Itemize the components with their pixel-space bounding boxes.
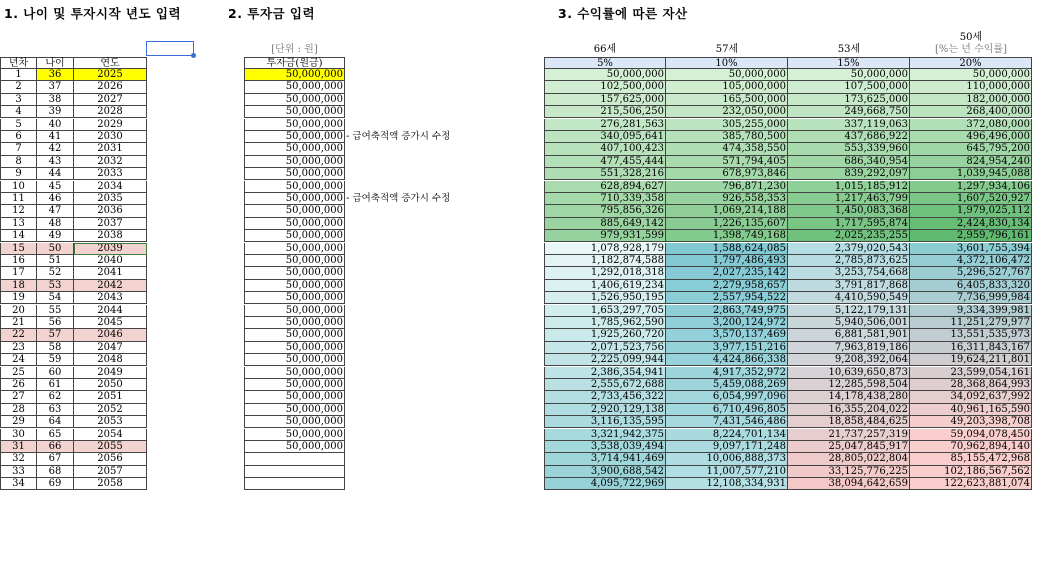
asset-value-cell[interactable]: 2,279,958,657 bbox=[666, 280, 788, 292]
row-year-index[interactable]: 14 bbox=[0, 230, 37, 242]
asset-value-cell[interactable]: 1,785,962,590 bbox=[544, 317, 666, 329]
row-year-index[interactable]: 34 bbox=[0, 478, 37, 490]
row-age[interactable]: 55 bbox=[37, 305, 74, 317]
row-year-index[interactable]: 12 bbox=[0, 205, 37, 217]
fill-handle[interactable] bbox=[191, 53, 196, 58]
active-cell-selection[interactable] bbox=[146, 41, 194, 56]
asset-value-cell[interactable]: 385,780,500 bbox=[666, 131, 788, 143]
asset-value-cell[interactable]: 11,007,577,210 bbox=[666, 466, 788, 478]
asset-value-cell[interactable]: 3,570,137,469 bbox=[666, 329, 788, 341]
asset-value-cell[interactable]: 839,292,097 bbox=[788, 168, 910, 180]
asset-value-cell[interactable]: 16,311,843,167 bbox=[910, 342, 1032, 354]
asset-value-cell[interactable]: 340,095,641 bbox=[544, 131, 666, 143]
row-age[interactable]: 41 bbox=[37, 131, 74, 143]
row-age[interactable]: 57 bbox=[37, 329, 74, 341]
row-investment[interactable]: 50,000,000 bbox=[244, 342, 345, 354]
row-investment[interactable] bbox=[244, 453, 345, 465]
row-year-index[interactable]: 2 bbox=[0, 81, 37, 93]
row-investment[interactable]: 50,000,000 bbox=[244, 292, 345, 304]
row-year[interactable]: 2036 bbox=[74, 205, 147, 217]
row-year-index[interactable]: 22 bbox=[0, 329, 37, 341]
asset-value-cell[interactable]: 28,368,864,993 bbox=[910, 379, 1032, 391]
row-year[interactable]: 2054 bbox=[74, 429, 147, 441]
row-year-index[interactable]: 10 bbox=[0, 181, 37, 193]
target-age-label: 66세 bbox=[593, 44, 617, 55]
row-investment[interactable]: 50,000,000 bbox=[244, 305, 345, 317]
asset-value-cell[interactable]: 5,296,527,767 bbox=[910, 267, 1032, 279]
adjust-note: - 급여축적액 증가시 수정 bbox=[346, 130, 451, 142]
row-year[interactable]: 2057 bbox=[74, 466, 147, 478]
row-investment[interactable]: 50,000,000 bbox=[244, 429, 345, 441]
asset-value-cell[interactable]: 2,027,235,142 bbox=[666, 267, 788, 279]
row-age[interactable]: 68 bbox=[37, 466, 74, 478]
row-year[interactable]: 2041 bbox=[74, 267, 147, 279]
asset-value-cell[interactable]: 85,155,472,968 bbox=[910, 453, 1032, 465]
row-age[interactable]: 60 bbox=[37, 367, 74, 379]
asset-value-cell[interactable]: 5,122,179,131 bbox=[788, 305, 910, 317]
asset-value-cell[interactable]: 5,459,088,269 bbox=[666, 379, 788, 391]
row-year[interactable]: 2044 bbox=[74, 305, 147, 317]
row-investment[interactable]: 50,000,000 bbox=[244, 404, 345, 416]
asset-value-cell[interactable]: 1,297,934,106 bbox=[910, 181, 1032, 193]
row-investment[interactable]: 50,000,000 bbox=[244, 106, 345, 118]
asset-value-cell[interactable]: 1,653,297,705 bbox=[544, 305, 666, 317]
row-age[interactable]: 50 bbox=[37, 243, 74, 255]
row-year-index[interactable]: 25 bbox=[0, 367, 37, 379]
row-investment[interactable]: 50,000,000 bbox=[244, 441, 345, 453]
asset-value-cell[interactable]: 2,785,873,625 bbox=[788, 255, 910, 267]
asset-value-cell[interactable]: 2,557,954,522 bbox=[666, 292, 788, 304]
asset-value-cell[interactable]: 50,000,000 bbox=[910, 69, 1032, 81]
asset-value-cell[interactable]: 824,954,240 bbox=[910, 156, 1032, 168]
row-age[interactable]: 43 bbox=[37, 156, 74, 168]
row-investment[interactable]: 50,000,000 bbox=[244, 168, 345, 180]
row-year-index[interactable]: 6 bbox=[0, 131, 37, 143]
asset-value-cell[interactable]: 14,178,438,280 bbox=[788, 391, 910, 403]
asset-value-cell[interactable]: 1,717,595,874 bbox=[788, 218, 910, 230]
asset-value-cell[interactable]: 6,710,496,805 bbox=[666, 404, 788, 416]
asset-value-cell[interactable]: 3,601,755,394 bbox=[910, 243, 1032, 255]
asset-value-cell[interactable]: 12,285,598,504 bbox=[788, 379, 910, 391]
row-investment[interactable]: 50,000,000 bbox=[244, 255, 345, 267]
row-age[interactable]: 64 bbox=[37, 416, 74, 428]
asset-value-cell[interactable]: 23,599,054,161 bbox=[910, 367, 1032, 379]
row-year[interactable]: 2053 bbox=[74, 416, 147, 428]
row-investment[interactable] bbox=[244, 466, 345, 478]
row-investment[interactable]: 50,000,000 bbox=[244, 69, 345, 81]
row-investment[interactable]: 50,000,000 bbox=[244, 156, 345, 168]
row-age[interactable]: 67 bbox=[37, 453, 74, 465]
asset-value-cell[interactable]: 979,931,599 bbox=[544, 230, 666, 242]
asset-value-cell[interactable]: 59,094,078,450 bbox=[910, 429, 1032, 441]
asset-value-cell[interactable]: 1,607,520,927 bbox=[910, 193, 1032, 205]
asset-value-cell[interactable]: 3,253,754,668 bbox=[788, 267, 910, 279]
asset-value-cell[interactable]: 12,108,334,931 bbox=[666, 478, 788, 490]
asset-value-cell[interactable]: 2,920,129,138 bbox=[544, 404, 666, 416]
asset-value-cell[interactable]: 11,251,279,977 bbox=[910, 317, 1032, 329]
asset-value-cell[interactable]: 38,094,642,659 bbox=[788, 478, 910, 490]
row-year[interactable]: 2034 bbox=[74, 181, 147, 193]
asset-value-cell[interactable]: 13,551,535,973 bbox=[910, 329, 1032, 341]
asset-value-cell[interactable]: 2,025,235,255 bbox=[788, 230, 910, 242]
asset-value-cell[interactable]: 9,097,171,248 bbox=[666, 441, 788, 453]
asset-value-cell[interactable]: 2,071,523,756 bbox=[544, 342, 666, 354]
asset-value-cell[interactable]: 215,506,250 bbox=[544, 106, 666, 118]
row-year[interactable]: 2030 bbox=[74, 131, 147, 143]
asset-value-cell[interactable]: 926,558,353 bbox=[666, 193, 788, 205]
header-rate[interactable]: 20% bbox=[910, 57, 1032, 69]
asset-value-cell[interactable]: 1,182,874,588 bbox=[544, 255, 666, 267]
asset-value-cell[interactable]: 34,092,637,992 bbox=[910, 391, 1032, 403]
row-age[interactable]: 46 bbox=[37, 193, 74, 205]
row-age[interactable]: 52 bbox=[37, 267, 74, 279]
asset-value-cell[interactable]: 110,000,000 bbox=[910, 81, 1032, 93]
row-age[interactable]: 56 bbox=[37, 317, 74, 329]
header-age[interactable]: 나이 bbox=[37, 57, 74, 69]
asset-value-cell[interactable]: 8,224,701,134 bbox=[666, 429, 788, 441]
row-year-index[interactable]: 11 bbox=[0, 193, 37, 205]
asset-value-cell[interactable]: 7,431,546,486 bbox=[666, 416, 788, 428]
asset-value-cell[interactable]: 9,208,392,064 bbox=[788, 354, 910, 366]
asset-value-cell[interactable]: 1,979,025,112 bbox=[910, 205, 1032, 217]
asset-value-cell[interactable]: 1,069,214,188 bbox=[666, 205, 788, 217]
target-age-label: 57세 bbox=[715, 44, 739, 55]
asset-value-cell[interactable]: 3,200,124,972 bbox=[666, 317, 788, 329]
row-investment[interactable]: 50,000,000 bbox=[244, 379, 345, 391]
row-investment[interactable]: 50,000,000 bbox=[244, 205, 345, 217]
header-rate[interactable]: 15% bbox=[788, 57, 910, 69]
row-year-index[interactable]: 32 bbox=[0, 453, 37, 465]
asset-value-cell[interactable]: 4,424,866,338 bbox=[666, 354, 788, 366]
row-year-index[interactable]: 28 bbox=[0, 404, 37, 416]
asset-value-cell[interactable]: 407,100,423 bbox=[544, 143, 666, 155]
asset-value-cell[interactable]: 2,379,020,543 bbox=[788, 243, 910, 255]
asset-value-cell[interactable]: 4,410,590,549 bbox=[788, 292, 910, 304]
row-year[interactable]: 2043 bbox=[74, 292, 147, 304]
row-year[interactable]: 2032 bbox=[74, 156, 147, 168]
row-year[interactable]: 2042 bbox=[74, 280, 147, 292]
asset-value-cell[interactable]: 885,649,142 bbox=[544, 218, 666, 230]
asset-value-cell[interactable]: 165,500,000 bbox=[666, 94, 788, 106]
row-investment[interactable]: 50,000,000 bbox=[244, 230, 345, 242]
asset-value-cell[interactable]: 795,856,326 bbox=[544, 205, 666, 217]
row-age[interactable]: 38 bbox=[37, 94, 74, 106]
asset-value-cell[interactable]: 10,639,650,873 bbox=[788, 367, 910, 379]
asset-value-cell[interactable]: 1,015,185,912 bbox=[788, 181, 910, 193]
row-investment[interactable]: 50,000,000 bbox=[244, 119, 345, 131]
row-year-index[interactable]: 21 bbox=[0, 317, 37, 329]
row-age[interactable]: 36 bbox=[37, 69, 74, 81]
row-year[interactable]: 2052 bbox=[74, 404, 147, 416]
asset-value-cell[interactable]: 1,797,486,493 bbox=[666, 255, 788, 267]
header-investment[interactable]: 투자금(원금) bbox=[244, 57, 345, 69]
section-title-age-year: 1. 나이 및 투자시작 년도 입력 bbox=[4, 6, 182, 21]
asset-value-cell[interactable]: 1,450,083,368 bbox=[788, 205, 910, 217]
row-year[interactable]: 2049 bbox=[74, 367, 147, 379]
row-investment[interactable]: 50,000,000 bbox=[244, 181, 345, 193]
row-year[interactable]: 2029 bbox=[74, 119, 147, 131]
asset-value-cell[interactable]: 5,940,506,001 bbox=[788, 317, 910, 329]
asset-value-cell[interactable]: 1,588,624,085 bbox=[666, 243, 788, 255]
row-year-index[interactable]: 23 bbox=[0, 342, 37, 354]
row-year-index[interactable]: 26 bbox=[0, 379, 37, 391]
asset-value-cell[interactable]: 686,340,954 bbox=[788, 156, 910, 168]
row-year[interactable]: 2040 bbox=[74, 255, 147, 267]
row-age[interactable]: 40 bbox=[37, 119, 74, 131]
asset-value-cell[interactable]: 3,116,135,595 bbox=[544, 416, 666, 428]
asset-value-cell[interactable]: 372,080,000 bbox=[910, 119, 1032, 131]
asset-value-cell[interactable]: 40,961,165,590 bbox=[910, 404, 1032, 416]
header-rate[interactable]: 10% bbox=[666, 57, 788, 69]
asset-value-cell[interactable]: 496,496,000 bbox=[910, 131, 1032, 143]
row-year[interactable]: 2051 bbox=[74, 391, 147, 403]
asset-value-cell[interactable]: 107,500,000 bbox=[788, 81, 910, 93]
row-investment[interactable]: 50,000,000 bbox=[244, 81, 345, 93]
asset-value-cell[interactable]: 337,119,063 bbox=[788, 119, 910, 131]
asset-value-cell[interactable]: 1,398,749,168 bbox=[666, 230, 788, 242]
asset-value-cell[interactable]: 50,000,000 bbox=[544, 69, 666, 81]
row-year-index[interactable]: 3 bbox=[0, 94, 37, 106]
row-investment[interactable]: 50,000,000 bbox=[244, 354, 345, 366]
asset-value-cell[interactable]: 2,733,456,322 bbox=[544, 391, 666, 403]
asset-value-cell[interactable]: 122,623,881,074 bbox=[910, 478, 1032, 490]
asset-value-cell[interactable]: 678,973,846 bbox=[666, 168, 788, 180]
row-year-index[interactable]: 7 bbox=[0, 143, 37, 155]
asset-value-cell[interactable]: 33,125,776,225 bbox=[788, 466, 910, 478]
row-year-index[interactable]: 16 bbox=[0, 255, 37, 267]
row-investment[interactable]: 50,000,000 bbox=[244, 143, 345, 155]
row-year[interactable]: 2058 bbox=[74, 478, 147, 490]
asset-value-cell[interactable]: 49,203,398,708 bbox=[910, 416, 1032, 428]
asset-value-cell[interactable]: 70,962,894,140 bbox=[910, 441, 1032, 453]
asset-value-cell[interactable]: 4,372,106,472 bbox=[910, 255, 1032, 267]
header-years[interactable]: 년차 bbox=[0, 57, 37, 69]
asset-value-cell[interactable]: 173,625,000 bbox=[788, 94, 910, 106]
row-investment[interactable]: 50,000,000 bbox=[244, 94, 345, 106]
row-year-index[interactable]: 15 bbox=[0, 243, 37, 255]
asset-value-cell[interactable]: 2,225,099,944 bbox=[544, 354, 666, 366]
row-year-index[interactable]: 33 bbox=[0, 466, 37, 478]
row-investment[interactable]: 50,000,000 bbox=[244, 391, 345, 403]
asset-value-cell[interactable]: 50,000,000 bbox=[788, 69, 910, 81]
asset-value-cell[interactable]: 710,339,358 bbox=[544, 193, 666, 205]
asset-value-cell[interactable]: 2,863,749,975 bbox=[666, 305, 788, 317]
row-age[interactable]: 49 bbox=[37, 230, 74, 242]
header-year[interactable]: 연도 bbox=[74, 57, 147, 69]
rate-note-label: [%는 년 수익률] bbox=[935, 44, 1007, 55]
row-investment[interactable]: 50,000,000 bbox=[244, 416, 345, 428]
asset-value-cell[interactable]: 276,281,563 bbox=[544, 119, 666, 131]
asset-value-cell[interactable]: 1,078,928,179 bbox=[544, 243, 666, 255]
row-year[interactable]: 2050 bbox=[74, 379, 147, 391]
target-age-label: 50세 bbox=[959, 32, 983, 43]
row-year[interactable]: 2055 bbox=[74, 441, 147, 453]
row-investment[interactable]: 50,000,000 bbox=[244, 317, 345, 329]
asset-value-cell[interactable]: 25,047,845,917 bbox=[788, 441, 910, 453]
row-year-index[interactable]: 5 bbox=[0, 119, 37, 131]
row-year[interactable]: 2038 bbox=[74, 230, 147, 242]
asset-value-cell[interactable]: 1,217,463,799 bbox=[788, 193, 910, 205]
asset-value-cell[interactable]: 551,328,216 bbox=[544, 168, 666, 180]
asset-value-cell[interactable]: 21,737,257,319 bbox=[788, 429, 910, 441]
asset-value-cell[interactable]: 571,794,405 bbox=[666, 156, 788, 168]
row-year-index[interactable]: 13 bbox=[0, 218, 37, 230]
asset-value-cell[interactable]: 1,925,260,720 bbox=[544, 329, 666, 341]
row-age[interactable]: 53 bbox=[37, 280, 74, 292]
row-age[interactable]: 39 bbox=[37, 106, 74, 118]
row-year[interactable]: 2039 bbox=[74, 243, 147, 255]
row-year[interactable]: 2033 bbox=[74, 168, 147, 180]
row-age[interactable]: 59 bbox=[37, 354, 74, 366]
asset-value-cell[interactable]: 7,736,999,984 bbox=[910, 292, 1032, 304]
asset-value-cell[interactable]: 102,186,567,562 bbox=[910, 466, 1032, 478]
unit-label: [단위 : 원] bbox=[271, 44, 318, 55]
asset-value-cell[interactable]: 1,406,619,234 bbox=[544, 280, 666, 292]
asset-value-cell[interactable]: 3,321,942,375 bbox=[544, 429, 666, 441]
asset-value-cell[interactable]: 6,054,997,096 bbox=[666, 391, 788, 403]
section-title-investment: 2. 투자금 입력 bbox=[228, 6, 316, 21]
row-age[interactable]: 54 bbox=[37, 292, 74, 304]
row-age[interactable]: 42 bbox=[37, 143, 74, 155]
asset-value-cell[interactable]: 3,977,151,216 bbox=[666, 342, 788, 354]
asset-value-cell[interactable]: 305,255,000 bbox=[666, 119, 788, 131]
row-year[interactable]: 2056 bbox=[74, 453, 147, 465]
asset-value-cell[interactable]: 102,500,000 bbox=[544, 81, 666, 93]
row-investment[interactable]: 50,000,000 bbox=[244, 218, 345, 230]
header-rate[interactable]: 5% bbox=[544, 57, 666, 69]
row-year-index[interactable]: 27 bbox=[0, 391, 37, 403]
row-year-index[interactable]: 17 bbox=[0, 267, 37, 279]
asset-value-cell[interactable]: 268,400,000 bbox=[910, 106, 1032, 118]
row-year-index[interactable]: 18 bbox=[0, 280, 37, 292]
asset-value-cell[interactable]: 645,795,200 bbox=[910, 143, 1032, 155]
row-age[interactable]: 47 bbox=[37, 205, 74, 217]
row-age[interactable]: 66 bbox=[37, 441, 74, 453]
asset-value-cell[interactable]: 50,000,000 bbox=[666, 69, 788, 81]
row-year-index[interactable]: 31 bbox=[0, 441, 37, 453]
row-age[interactable]: 48 bbox=[37, 218, 74, 230]
row-year[interactable]: 2026 bbox=[74, 81, 147, 93]
asset-value-cell[interactable]: 19,624,211,801 bbox=[910, 354, 1032, 366]
row-age[interactable]: 63 bbox=[37, 404, 74, 416]
asset-value-cell[interactable]: 18,858,484,625 bbox=[788, 416, 910, 428]
asset-value-cell[interactable]: 474,358,550 bbox=[666, 143, 788, 155]
row-year[interactable]: 2045 bbox=[74, 317, 147, 329]
row-investment[interactable]: 50,000,000 bbox=[244, 193, 345, 205]
asset-value-cell[interactable]: 2,386,354,941 bbox=[544, 367, 666, 379]
row-year[interactable]: 2037 bbox=[74, 218, 147, 230]
asset-value-cell[interactable]: 7,963,819,186 bbox=[788, 342, 910, 354]
row-year[interactable]: 2031 bbox=[74, 143, 147, 155]
row-age[interactable]: 65 bbox=[37, 429, 74, 441]
asset-value-cell[interactable]: 232,050,000 bbox=[666, 106, 788, 118]
row-year[interactable]: 2046 bbox=[74, 329, 147, 341]
asset-value-cell[interactable]: 28,805,022,804 bbox=[788, 453, 910, 465]
row-age[interactable]: 69 bbox=[37, 478, 74, 490]
row-year-index[interactable]: 4 bbox=[0, 106, 37, 118]
row-year[interactable]: 2025 bbox=[74, 69, 147, 81]
row-year-index[interactable]: 8 bbox=[0, 156, 37, 168]
section-title-assets: 3. 수익률에 따른 자산 bbox=[558, 6, 688, 21]
row-year[interactable]: 2027 bbox=[74, 94, 147, 106]
row-age[interactable]: 37 bbox=[37, 81, 74, 93]
asset-value-cell[interactable]: 628,894,627 bbox=[544, 181, 666, 193]
row-year[interactable]: 2028 bbox=[74, 106, 147, 118]
row-investment[interactable]: 50,000,000 bbox=[244, 243, 345, 255]
row-investment[interactable]: 50,000,000 bbox=[244, 131, 345, 143]
asset-value-cell[interactable]: 10,006,888,373 bbox=[666, 453, 788, 465]
row-age[interactable]: 61 bbox=[37, 379, 74, 391]
row-year[interactable]: 2048 bbox=[74, 354, 147, 366]
asset-value-cell[interactable]: 6,405,833,320 bbox=[910, 280, 1032, 292]
row-year-index[interactable]: 20 bbox=[0, 305, 37, 317]
asset-value-cell[interactable]: 3,714,941,469 bbox=[544, 453, 666, 465]
row-year-index[interactable]: 19 bbox=[0, 292, 37, 304]
asset-value-cell[interactable]: 1,292,018,318 bbox=[544, 267, 666, 279]
asset-value-cell[interactable]: 2,424,830,134 bbox=[910, 218, 1032, 230]
asset-value-cell[interactable]: 4,917,352,972 bbox=[666, 367, 788, 379]
asset-value-cell[interactable]: 9,334,399,981 bbox=[910, 305, 1032, 317]
asset-value-cell[interactable]: 3,538,039,494 bbox=[544, 441, 666, 453]
row-age[interactable]: 44 bbox=[37, 168, 74, 180]
row-age[interactable]: 62 bbox=[37, 391, 74, 403]
asset-value-cell[interactable]: 2,959,796,161 bbox=[910, 230, 1032, 242]
row-year[interactable]: 2047 bbox=[74, 342, 147, 354]
asset-value-cell[interactable]: 6,881,581,901 bbox=[788, 329, 910, 341]
row-year[interactable]: 2035 bbox=[74, 193, 147, 205]
row-year-index[interactable]: 30 bbox=[0, 429, 37, 441]
asset-value-cell[interactable]: 477,455,444 bbox=[544, 156, 666, 168]
asset-value-cell[interactable]: 105,000,000 bbox=[666, 81, 788, 93]
asset-value-cell[interactable]: 3,900,688,542 bbox=[544, 466, 666, 478]
row-age[interactable]: 51 bbox=[37, 255, 74, 267]
row-investment[interactable]: 50,000,000 bbox=[244, 280, 345, 292]
asset-value-cell[interactable]: 3,791,817,868 bbox=[788, 280, 910, 292]
asset-value-cell[interactable]: 437,686,922 bbox=[788, 131, 910, 143]
asset-value-cell[interactable]: 249,668,750 bbox=[788, 106, 910, 118]
row-investment[interactable]: 50,000,000 bbox=[244, 329, 345, 341]
row-year-index[interactable]: 29 bbox=[0, 416, 37, 428]
row-investment[interactable]: 50,000,000 bbox=[244, 367, 345, 379]
row-age[interactable]: 58 bbox=[37, 342, 74, 354]
row-year-index[interactable]: 24 bbox=[0, 354, 37, 366]
target-age-label: 53세 bbox=[837, 44, 861, 55]
row-year-index[interactable]: 9 bbox=[0, 168, 37, 180]
row-age[interactable]: 45 bbox=[37, 181, 74, 193]
asset-value-cell[interactable]: 4,095,722,969 bbox=[544, 478, 666, 490]
row-investment[interactable] bbox=[244, 478, 345, 490]
row-investment[interactable]: 50,000,000 bbox=[244, 267, 345, 279]
asset-value-cell[interactable]: 1,226,135,607 bbox=[666, 218, 788, 230]
asset-value-cell[interactable]: 553,339,960 bbox=[788, 143, 910, 155]
row-year-index[interactable]: 1 bbox=[0, 69, 37, 81]
asset-value-cell[interactable]: 157,625,000 bbox=[544, 94, 666, 106]
asset-value-cell[interactable]: 1,039,945,088 bbox=[910, 168, 1032, 180]
asset-value-cell[interactable]: 16,355,204,022 bbox=[788, 404, 910, 416]
adjust-note: - 급여축적액 증가시 수정 bbox=[346, 192, 451, 204]
asset-value-cell[interactable]: 1,526,950,195 bbox=[544, 292, 666, 304]
asset-value-cell[interactable]: 2,555,672,688 bbox=[544, 379, 666, 391]
asset-value-cell[interactable]: 796,871,230 bbox=[666, 181, 788, 193]
asset-value-cell[interactable]: 182,000,000 bbox=[910, 94, 1032, 106]
